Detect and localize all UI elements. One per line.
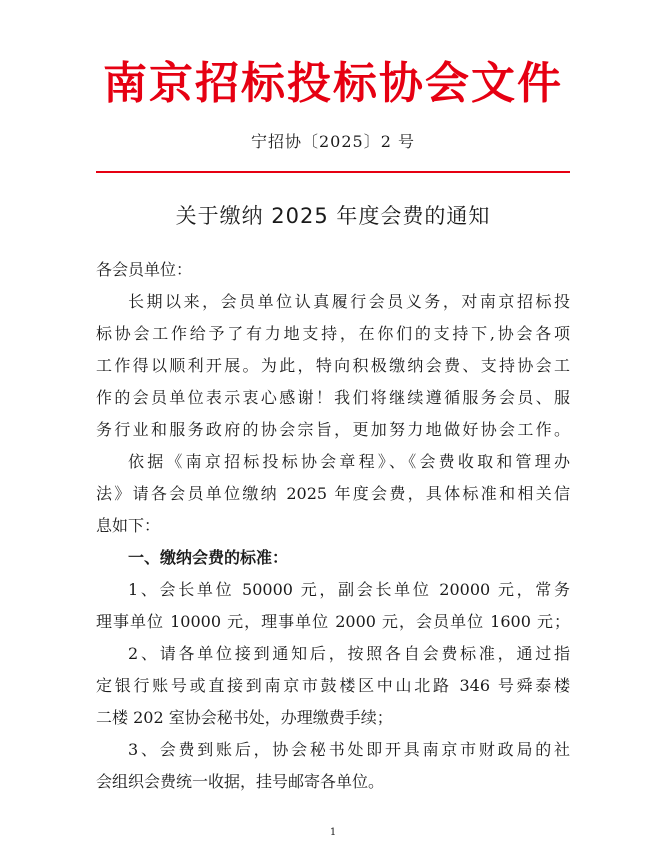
paragraph-line: 3、会费到账后，协会秘书处即开具南京市财政局的社 [128,740,570,759]
notice-title: 关于缴纳 2025 年度会费的通知 [175,204,491,228]
paragraph-line: 会组织会费统一收据，挂号邮寄各单位。 [96,772,385,791]
paragraph-line: 定银行账号或直接到南京市鼓楼区中山北路 346 号舜泰楼 [96,676,570,695]
paragraph-line: 二楼 202 室协会秘书处，办理缴费手续； [96,708,393,727]
header-red-divider [96,171,570,173]
paragraph-line: 2、请各单位接到通知后，按照各自会费标准，通过指 [128,644,570,663]
paragraph-line: 1、会长单位 50000 元，副会长单位 20000 元，常务 [128,580,570,599]
paragraph-line: 法》请各会员单位缴纳 2025 年度会费，具体标准和相关信 [96,484,570,503]
paragraph-line: 理事单位 10000 元，理事单位 2000 元，会员单位 1600 元； [96,612,570,631]
paragraph-line: 长期以来，会员单位认真履行会员义务，对南京招标投 [128,292,570,311]
page-number: 1 [329,827,337,838]
section-heading: 一、缴纳会费的标准： [128,548,289,567]
document-header-title: 南京招标投标协会文件 [103,58,563,109]
paragraph-line: 工作得以顺利开展。为此，特向积极缴纳会费、支持协会工 [96,356,570,375]
paragraph-line: 务行业和服务政府的协会宗旨，更加努力地做好协会工作。 [96,420,570,439]
paragraph-line: 标协会工作给予了有力地支持，在你们的支持下,协会各项 [96,324,570,343]
paragraph-line: 作的会员单位表示衷心感谢！我们将继续遵循服务会员、服 [96,388,570,407]
document-number: 宁招协〔2025〕2 号 [251,132,415,151]
paragraph-line: 依据《南京招标投标协会章程》、《会费收取和管理办 [128,452,570,471]
salutation: 各会员单位： [96,260,193,279]
paragraph-line: 息如下： [96,516,161,535]
